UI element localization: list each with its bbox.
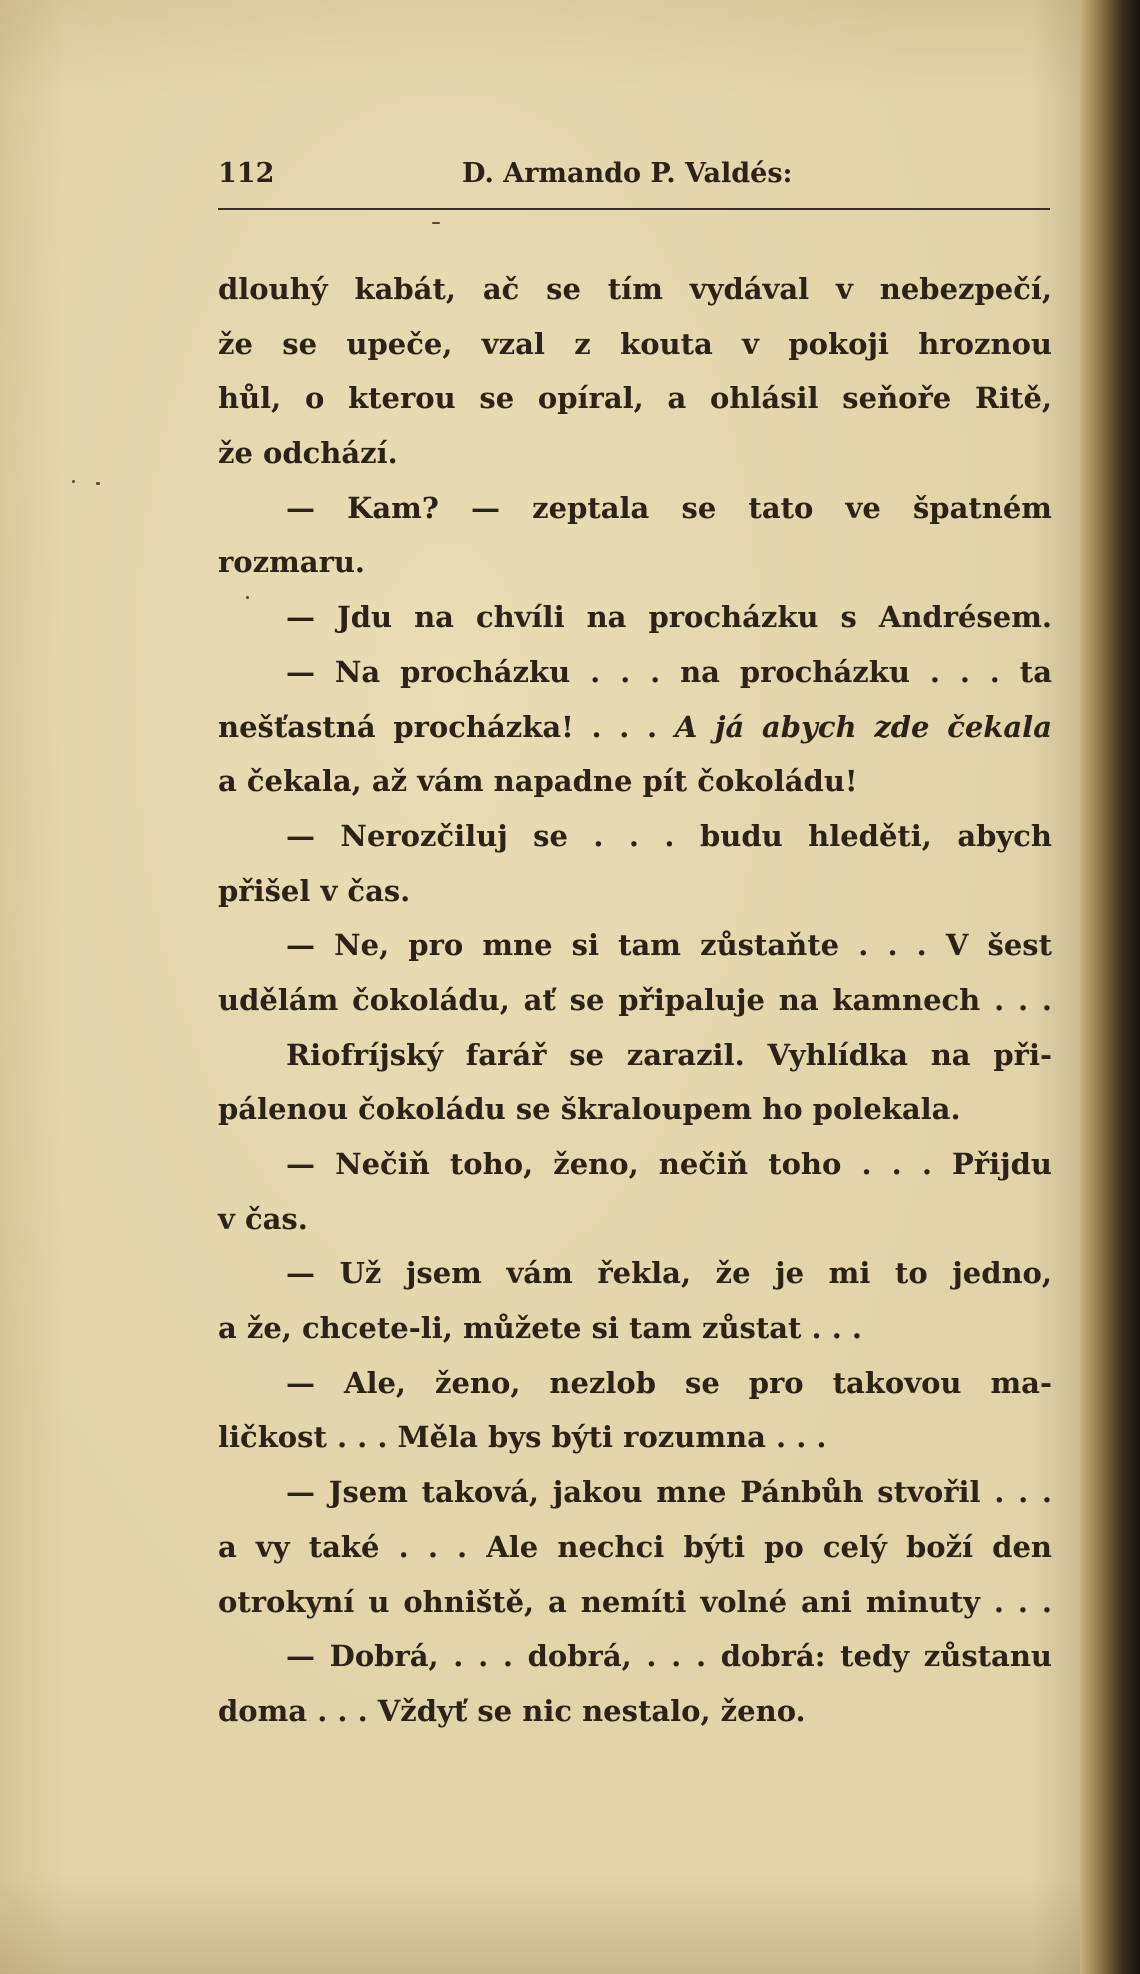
- text-fragment: nešťastná procházka! . . .: [218, 709, 658, 744]
- text-line: hůl, o kterou se opíral, a ohlásil seňoře Ritě,: [218, 381, 1052, 416]
- text-line: — Dobrá, . . . dobrá, . . . dobrá: tedy zůstanu: [286, 1639, 1052, 1674]
- text-line: dlouhý kabát, ač se tím vydával v nebezpečí,: [218, 272, 1052, 306]
- text-line: — Ale, ženo, nezlob se pro takovou ma-: [286, 1365, 1052, 1400]
- ink-speck: [246, 596, 249, 599]
- text-line: — Na procházku . . . na procházku . . . ta: [286, 654, 1052, 689]
- page-number: 112: [218, 158, 275, 189]
- text-line: že se upeče, vzal z kouta v pokoji hroznou: [218, 326, 1052, 361]
- text-line: udělám čokoládu, ať se připaluje na kamnech . . .: [218, 982, 1052, 1017]
- text-line: pálenou čokoládu se škraloupem ho polekala.: [218, 1092, 961, 1127]
- text-line: [218, 700, 1052, 755]
- text-line: — Jsem taková, jakou mne Pánbůh stvořil . . .: [286, 1475, 1052, 1510]
- text-line: že odchází.: [218, 436, 398, 471]
- page-header: [218, 152, 1050, 208]
- text-line: — Nerozčiluj se . . . budu hleděti, abych: [286, 818, 1052, 853]
- text-line: ličkost . . . Měla bys býti rozumna . . .: [218, 1420, 827, 1455]
- text-line: v čas.: [218, 1201, 308, 1236]
- text-line: a čekala, až vám napadne pít čokoládu!: [218, 764, 858, 799]
- text-line: — Kam? — zeptala se tato ve špatném: [286, 490, 1052, 525]
- ink-speck: [432, 222, 440, 224]
- running-head: D. Armando P. Valdés:: [462, 158, 793, 189]
- text-line: — Jdu na chvíli na procházku s Andrésem.: [286, 600, 1052, 635]
- text-line: doma . . . Vždyť se nic nestalo, ženo.: [218, 1693, 806, 1728]
- text-line: a že, chcete-li, můžete si tam zůstat . . .: [218, 1311, 863, 1346]
- ink-speck: [72, 480, 75, 483]
- text-line: — Nečiň toho, ženo, nečiň toho . . . Přijdu: [286, 1147, 1052, 1181]
- text-line: přišel v čas.: [218, 873, 411, 908]
- text-line: — Už jsem vám řekla, že je mi to jedno,: [286, 1256, 1052, 1291]
- text-line: — Ne, pro mne si tam zůstaňte . . . V šest: [286, 928, 1052, 963]
- text-line: otrokyní u ohniště, a nemíti volné ani minuty . . .: [218, 1584, 1052, 1619]
- body-text: [218, 262, 1052, 1739]
- text-line: rozmaru.: [218, 545, 366, 580]
- italic-fragment: A já abych zde čekala: [674, 709, 1052, 744]
- text-line: a vy také . . . Ale nechci býti po celý boží den: [218, 1529, 1052, 1564]
- book-spine-edge: [1080, 0, 1140, 1974]
- header-rule: [218, 208, 1050, 210]
- ink-speck: [96, 482, 100, 485]
- text-line: Riofríjský farář se zarazil. Vyhlídka na při-: [286, 1037, 1052, 1072]
